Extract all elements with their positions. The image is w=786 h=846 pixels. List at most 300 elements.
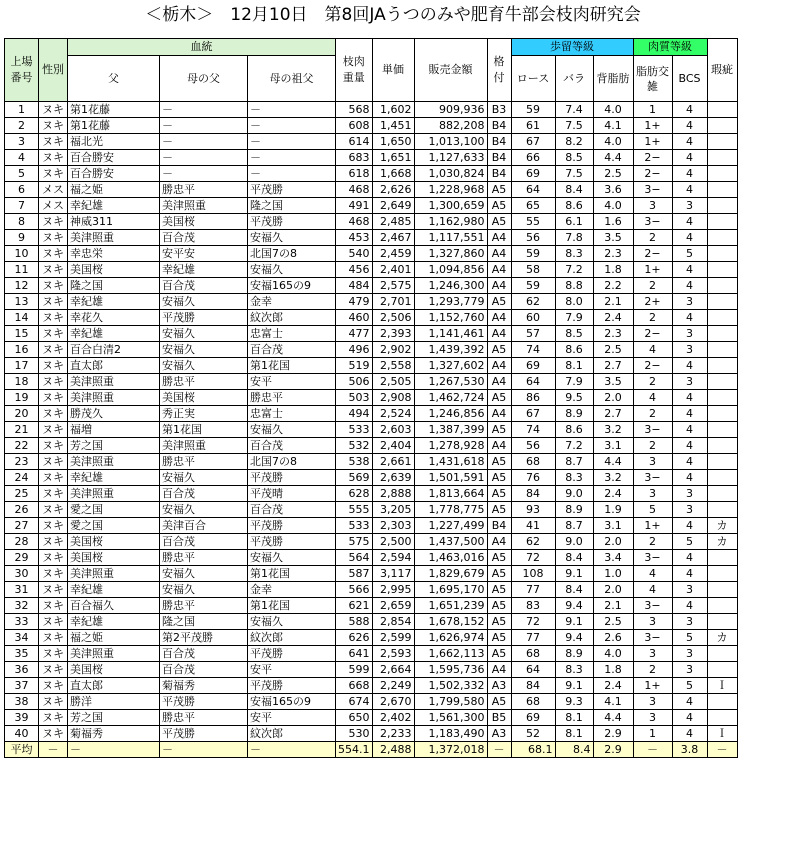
cell-loin: 55 (511, 214, 555, 230)
cell-loin: 56 (511, 230, 555, 246)
cell-sales-amount: 1,278,928 (414, 438, 487, 454)
cell-sex: ヌキ (39, 390, 68, 406)
cell-unit-price: 2,593 (372, 646, 414, 662)
cell-sex: ヌキ (39, 438, 68, 454)
cell-sire: 神威311 (68, 214, 160, 230)
cell-carcass-weight: 484 (336, 278, 373, 294)
cell-loin: 74 (511, 342, 555, 358)
cell-grade: A5 (487, 486, 511, 502)
table-row (5, 550, 738, 566)
cell-backfat: 2.2 (593, 278, 633, 294)
cell-sex: ヌキ (39, 406, 68, 422)
cell-dam-sire: 百合茂 (160, 486, 248, 502)
cell-backfat: 3.5 (593, 230, 633, 246)
cell-sex: ヌキ (39, 342, 68, 358)
average-weight: 554.1 (336, 742, 373, 758)
table-row (5, 534, 738, 550)
cell-bcs: 4 (672, 102, 707, 118)
cell-marbling: 3 (633, 710, 672, 726)
cell-dam-grandsire: 安平 (248, 662, 336, 678)
cell-defect (707, 278, 737, 294)
cell-rib: 8.3 (555, 662, 593, 678)
cell-sales-amount: 1,662,113 (414, 646, 487, 662)
cell-rib: 8.9 (555, 406, 593, 422)
cell-unit-price: 2,908 (372, 390, 414, 406)
cell-carcass-weight: 456 (336, 262, 373, 278)
cell-dam-sire: 第1花国 (160, 422, 248, 438)
table-row (5, 582, 738, 598)
cell-dam-grandsire: 北国7の8 (248, 454, 336, 470)
average-backfat: 2.9 (593, 742, 633, 758)
cell-sire: 直太郎 (68, 678, 160, 694)
cell-rib: 7.5 (555, 166, 593, 182)
cell-unit-price: 2,249 (372, 678, 414, 694)
cell-sales-amount: 1,293,779 (414, 294, 487, 310)
cell-marbling: 4 (633, 582, 672, 598)
cell-rib: 9.5 (555, 390, 593, 406)
cell-defect (707, 150, 737, 166)
cell-sire: 幸紀雄 (68, 198, 160, 214)
cell-dam-grandsire: 安平 (248, 374, 336, 390)
cell-dam-grandsire: 百合茂 (248, 502, 336, 518)
cell-grade: A4 (487, 326, 511, 342)
cell-sales-amount: 1,501,591 (414, 470, 487, 486)
cell-sales-amount: 1,678,152 (414, 614, 487, 630)
average-grade: － (487, 742, 511, 758)
table-row (5, 214, 738, 230)
cell-sales-amount: 1,502,332 (414, 678, 487, 694)
cell-backfat: 2.5 (593, 342, 633, 358)
table-row (5, 358, 738, 374)
cell-dam-grandsire: 平茂晴 (248, 486, 336, 502)
cell-grade: A4 (487, 358, 511, 374)
cell-lot-number: 26 (5, 502, 39, 518)
table-row (5, 470, 738, 486)
cell-dam-sire: 美津百合 (160, 518, 248, 534)
cell-dam-grandsire: － (248, 166, 336, 182)
cell-grade: A4 (487, 534, 511, 550)
cell-grade: B4 (487, 134, 511, 150)
cell-unit-price: 2,701 (372, 294, 414, 310)
cell-sex: ヌキ (39, 502, 68, 518)
cell-dam-sire: 幸紀雄 (160, 262, 248, 278)
cell-bcs: 4 (672, 598, 707, 614)
cell-defect: Ｉ (707, 678, 737, 694)
cell-sex: ヌキ (39, 726, 68, 742)
header-yield-group: 歩留等級 (511, 39, 633, 56)
cell-loin: 108 (511, 566, 555, 582)
cell-sex: ヌキ (39, 294, 68, 310)
cell-loin: 61 (511, 118, 555, 134)
cell-bcs: 5 (672, 678, 707, 694)
cell-dam-sire: 勝忠平 (160, 454, 248, 470)
cell-unit-price: 2,404 (372, 438, 414, 454)
cell-bcs: 3 (672, 582, 707, 598)
header-dam-grandsire: 母の祖父 (248, 56, 336, 102)
cell-sales-amount: 1,695,170 (414, 582, 487, 598)
cell-bcs: 3 (672, 294, 707, 310)
cell-bcs: 4 (672, 438, 707, 454)
cell-rib: 9.1 (555, 614, 593, 630)
cell-unit-price: 2,524 (372, 406, 414, 422)
header-loin: ロース (511, 56, 555, 102)
cell-dam-sire: － (160, 118, 248, 134)
header-sire: 父 (68, 56, 160, 102)
table-row (5, 342, 738, 358)
cell-defect (707, 166, 737, 182)
cell-backfat: 2.5 (593, 166, 633, 182)
cell-carcass-weight: 453 (336, 230, 373, 246)
cell-defect (707, 102, 737, 118)
cell-defect (707, 358, 737, 374)
cell-carcass-weight: 650 (336, 710, 373, 726)
cell-defect (707, 118, 737, 134)
table-row (5, 454, 738, 470)
cell-carcass-weight: 506 (336, 374, 373, 390)
cell-carcass-weight: 496 (336, 342, 373, 358)
cell-backfat: 4.1 (593, 694, 633, 710)
cell-sire: 直太郎 (68, 358, 160, 374)
cell-defect: カ (707, 630, 737, 646)
cell-grade: A5 (487, 390, 511, 406)
cell-rib: 9.1 (555, 566, 593, 582)
cell-marbling: 2− (633, 246, 672, 262)
cell-bcs: 4 (672, 550, 707, 566)
cell-defect (707, 310, 737, 326)
cell-sex: ヌキ (39, 102, 68, 118)
cell-sales-amount: 1,387,399 (414, 422, 487, 438)
cell-rib: 9.0 (555, 486, 593, 502)
cell-dam-sire: － (160, 134, 248, 150)
cell-rib: 8.5 (555, 326, 593, 342)
table-row (5, 518, 738, 534)
cell-sire: 美津照重 (68, 230, 160, 246)
cell-loin: 52 (511, 726, 555, 742)
cell-backfat: 2.4 (593, 310, 633, 326)
cell-grade: B3 (487, 102, 511, 118)
cell-lot-number: 30 (5, 566, 39, 582)
cell-grade: A5 (487, 198, 511, 214)
cell-bcs: 4 (672, 134, 707, 150)
cell-sex: ヌキ (39, 694, 68, 710)
cell-backfat: 4.1 (593, 118, 633, 134)
cell-lot-number: 12 (5, 278, 39, 294)
cell-lot-number: 20 (5, 406, 39, 422)
cell-unit-price: 2,401 (372, 262, 414, 278)
cell-marbling: 2 (633, 438, 672, 454)
cell-sire: 百合白清2 (68, 342, 160, 358)
average-dam-sire: － (160, 742, 248, 758)
cell-unit-price: 2,485 (372, 214, 414, 230)
cell-unit-price: 1,668 (372, 166, 414, 182)
cell-marbling: 3 (633, 694, 672, 710)
cell-dam-sire: 美津照重 (160, 438, 248, 454)
cell-grade: A5 (487, 646, 511, 662)
cell-sire: 幸忠栄 (68, 246, 160, 262)
cell-grade: A5 (487, 214, 511, 230)
cell-lot-number: 36 (5, 662, 39, 678)
cell-dam-sire: 平茂勝 (160, 694, 248, 710)
cell-grade: A5 (487, 550, 511, 566)
cell-grade: A5 (487, 694, 511, 710)
cell-marbling: 3− (633, 630, 672, 646)
cell-carcass-weight: 555 (336, 502, 373, 518)
cell-sire: 幸紀雄 (68, 470, 160, 486)
cell-defect: カ (707, 534, 737, 550)
cell-carcass-weight: 533 (336, 518, 373, 534)
cell-grade: A5 (487, 598, 511, 614)
table-row (5, 390, 738, 406)
cell-grade: A5 (487, 294, 511, 310)
cell-backfat: 4.0 (593, 646, 633, 662)
cell-loin: 69 (511, 710, 555, 726)
cell-dam-sire: 安福久 (160, 470, 248, 486)
cell-grade: A4 (487, 374, 511, 390)
cell-grade: A4 (487, 406, 511, 422)
cell-marbling: 5 (633, 502, 672, 518)
cell-dam-sire: 勝忠平 (160, 598, 248, 614)
cell-carcass-weight: 641 (336, 646, 373, 662)
table-row (5, 102, 738, 118)
cell-grade: B4 (487, 518, 511, 534)
cell-dam-sire: 安平安 (160, 246, 248, 262)
cell-carcass-weight: 564 (336, 550, 373, 566)
cell-defect (707, 342, 737, 358)
cell-dam-sire: 安福久 (160, 582, 248, 598)
cell-carcass-weight: 599 (336, 662, 373, 678)
cell-bcs: 4 (672, 470, 707, 486)
cell-lot-number: 6 (5, 182, 39, 198)
header-grade: 格付 (487, 39, 511, 102)
cell-dam-grandsire: 紋次郎 (248, 630, 336, 646)
cell-unit-price: 1,602 (372, 102, 414, 118)
cell-lot-number: 38 (5, 694, 39, 710)
table-row (5, 182, 738, 198)
cell-bcs: 4 (672, 358, 707, 374)
cell-sire: 美国桜 (68, 550, 160, 566)
average-dam-grandsire: － (248, 742, 336, 758)
table-row (5, 598, 738, 614)
cell-lot-number: 32 (5, 598, 39, 614)
cell-lot-number: 2 (5, 118, 39, 134)
cell-dam-sire: 平茂勝 (160, 726, 248, 742)
table-row (5, 310, 738, 326)
cell-defect: カ (707, 518, 737, 534)
cell-rib: 8.4 (555, 582, 593, 598)
cell-marbling: 2− (633, 326, 672, 342)
cell-dam-sire: 安福久 (160, 342, 248, 358)
cell-marbling: 3− (633, 598, 672, 614)
cell-bcs: 5 (672, 246, 707, 262)
cell-defect (707, 262, 737, 278)
cell-loin: 62 (511, 534, 555, 550)
cell-defect: Ｉ (707, 726, 737, 742)
cell-unit-price: 2,902 (372, 342, 414, 358)
cell-lot-number: 31 (5, 582, 39, 598)
cell-grade: A5 (487, 502, 511, 518)
cell-sales-amount: 1,813,664 (414, 486, 487, 502)
cell-bcs: 4 (672, 422, 707, 438)
cell-bcs: 3 (672, 502, 707, 518)
cell-marbling: 2 (633, 310, 672, 326)
cell-loin: 86 (511, 390, 555, 406)
cell-loin: 64 (511, 182, 555, 198)
cell-loin: 74 (511, 422, 555, 438)
cell-sales-amount: 1,561,300 (414, 710, 487, 726)
cell-sex: ヌキ (39, 166, 68, 182)
cell-sales-amount: 1,183,490 (414, 726, 487, 742)
cell-carcass-weight: 626 (336, 630, 373, 646)
cell-dam-sire: 隆之国 (160, 614, 248, 630)
cell-sire: 福増 (68, 422, 160, 438)
table-row (5, 134, 738, 150)
cell-grade: A5 (487, 422, 511, 438)
cell-rib: 8.1 (555, 710, 593, 726)
cell-marbling: 3 (633, 454, 672, 470)
cell-dam-sire: 美国桜 (160, 214, 248, 230)
cell-dam-grandsire: 忠富士 (248, 406, 336, 422)
cell-lot-number: 16 (5, 342, 39, 358)
cell-grade: A5 (487, 582, 511, 598)
cell-dam-sire: 安福久 (160, 326, 248, 342)
cell-bcs: 5 (672, 630, 707, 646)
cell-backfat: 2.6 (593, 630, 633, 646)
cell-bcs: 4 (672, 118, 707, 134)
cell-defect (707, 390, 737, 406)
table-row (5, 438, 738, 454)
cell-backfat: 4.0 (593, 198, 633, 214)
cell-rib: 9.4 (555, 630, 593, 646)
cell-sex: ヌキ (39, 262, 68, 278)
cell-carcass-weight: 540 (336, 246, 373, 262)
cell-sire: 美津照重 (68, 486, 160, 502)
cell-sales-amount: 1,267,530 (414, 374, 487, 390)
cell-sales-amount: 1,595,736 (414, 662, 487, 678)
cell-loin: 72 (511, 550, 555, 566)
cell-unit-price: 1,650 (372, 134, 414, 150)
cell-defect (707, 582, 737, 598)
cell-unit-price: 2,505 (372, 374, 414, 390)
cell-dam-grandsire: 紋次郎 (248, 310, 336, 326)
cell-marbling: 2 (633, 662, 672, 678)
cell-unit-price: 2,659 (372, 598, 414, 614)
cell-marbling: 1 (633, 102, 672, 118)
cell-dam-sire: 百合茂 (160, 662, 248, 678)
cell-rib: 8.6 (555, 342, 593, 358)
cell-defect (707, 182, 737, 198)
cell-bcs: 4 (672, 230, 707, 246)
cell-sales-amount: 1,799,580 (414, 694, 487, 710)
cell-sex: ヌキ (39, 486, 68, 502)
cell-backfat: 1.6 (593, 214, 633, 230)
cell-lot-number: 37 (5, 678, 39, 694)
cell-defect (707, 246, 737, 262)
cell-backfat: 2.1 (593, 294, 633, 310)
cell-lot-number: 39 (5, 710, 39, 726)
cell-unit-price: 2,594 (372, 550, 414, 566)
header-carcass-weight: 枝肉重量 (336, 39, 373, 102)
cell-carcass-weight: 674 (336, 694, 373, 710)
cell-bcs: 5 (672, 534, 707, 550)
cell-bcs: 4 (672, 166, 707, 182)
cell-loin: 67 (511, 134, 555, 150)
cell-dam-sire: 菊福秀 (160, 678, 248, 694)
cell-sire: 百合勝安 (68, 150, 160, 166)
page-title: ＜栃木＞ 12月10日 第8回JAうつのみや肥育牛部会枝肉研究会 (145, 5, 641, 25)
cell-lot-number: 19 (5, 390, 39, 406)
cell-loin: 68 (511, 694, 555, 710)
cell-grade: A4 (487, 310, 511, 326)
cell-dam-grandsire: 金幸 (248, 582, 336, 598)
cell-sex: ヌキ (39, 662, 68, 678)
cell-carcass-weight: 538 (336, 454, 373, 470)
cell-backfat: 4.4 (593, 150, 633, 166)
cell-dam-sire: 第2平茂勝 (160, 630, 248, 646)
cell-marbling: 2− (633, 166, 672, 182)
cell-marbling: 3 (633, 646, 672, 662)
average-label: 平均 (5, 742, 39, 758)
cell-unit-price: 2,649 (372, 198, 414, 214)
cell-backfat: 1.8 (593, 262, 633, 278)
table-row (5, 566, 738, 582)
cell-dam-grandsire: 平茂勝 (248, 646, 336, 662)
cell-carcass-weight: 519 (336, 358, 373, 374)
cell-backfat: 3.1 (593, 518, 633, 534)
cell-rib: 6.1 (555, 214, 593, 230)
cell-unit-price: 2,854 (372, 614, 414, 630)
cell-grade: A5 (487, 566, 511, 582)
cell-bcs: 4 (672, 726, 707, 742)
cell-rib: 7.2 (555, 262, 593, 278)
cell-marbling: 3− (633, 182, 672, 198)
cell-sales-amount: 1,094,856 (414, 262, 487, 278)
cell-marbling: 2 (633, 534, 672, 550)
cell-loin: 77 (511, 582, 555, 598)
cell-sire: 美国桜 (68, 534, 160, 550)
cell-rib: 8.9 (555, 646, 593, 662)
cell-backfat: 4.0 (593, 102, 633, 118)
cell-rib: 7.4 (555, 102, 593, 118)
cell-backfat: 2.9 (593, 726, 633, 742)
cell-loin: 69 (511, 358, 555, 374)
cell-lot-number: 4 (5, 150, 39, 166)
average-sire: － (68, 742, 160, 758)
table-row (5, 662, 738, 678)
cell-sire: 幸花久 (68, 310, 160, 326)
table-row (5, 246, 738, 262)
cell-unit-price: 2,661 (372, 454, 414, 470)
cell-marbling: 3− (633, 214, 672, 230)
cell-sex: ヌキ (39, 118, 68, 134)
cell-unit-price: 2,233 (372, 726, 414, 742)
cell-carcass-weight: 491 (336, 198, 373, 214)
header-unit-price: 単価 (372, 39, 414, 102)
cell-loin: 60 (511, 310, 555, 326)
cell-dam-grandsire: － (248, 102, 336, 118)
cell-rib: 8.3 (555, 470, 593, 486)
cell-lot-number: 35 (5, 646, 39, 662)
cell-defect (707, 438, 737, 454)
table-row (5, 694, 738, 710)
cell-backfat: 2.7 (593, 406, 633, 422)
cell-bcs: 4 (672, 278, 707, 294)
cell-dam-grandsire: 隆之国 (248, 198, 336, 214)
cell-sex: ヌキ (39, 326, 68, 342)
cell-sire: 幸紀雄 (68, 614, 160, 630)
cell-dam-sire: 安福久 (160, 566, 248, 582)
cell-defect (707, 470, 737, 486)
cell-sire: 菊福秀 (68, 726, 160, 742)
